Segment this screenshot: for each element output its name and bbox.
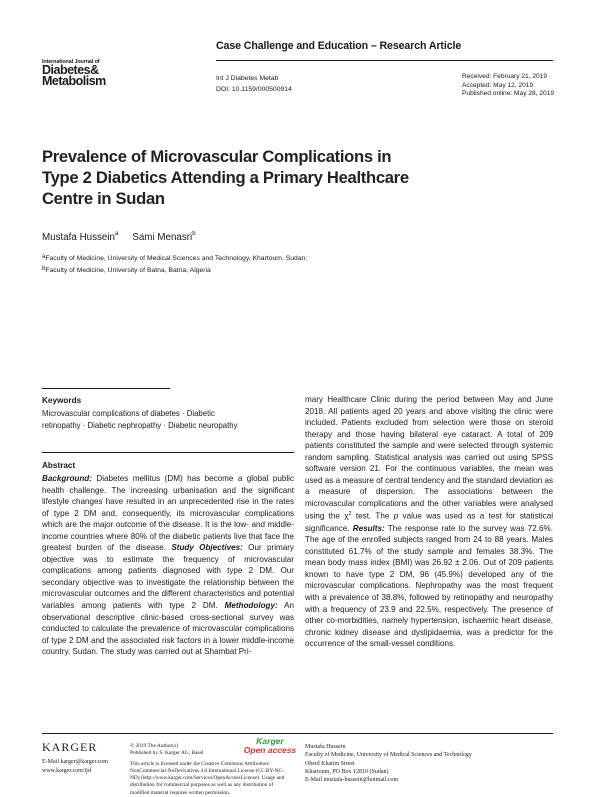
p-value-italic: p (393, 512, 399, 522)
header-rule (216, 60, 553, 61)
affiliations (42, 253, 307, 276)
correspondence-name: Mustafa Hussein (305, 744, 346, 750)
title-line: Prevalence of Microvascular Complications in (42, 147, 392, 166)
open-access-logo (240, 737, 300, 754)
journal-meta (216, 73, 292, 95)
methods-text: test. The (351, 512, 394, 522)
abstract-body-left (42, 473, 294, 658)
background-text: Diabetes mellitus (DM) has become a global public health challenge. The increasing urbanisation and the significant lifestyle changes have resulted in an unprecedented rise in the rates of type 2 DM and, consequently, its microvascular complications which are the major outcome of the disease. It is the low- and middle-income countries where 80% of the diabetic patients live that face the greatest burden of the disease. (42, 474, 294, 553)
abstract-heading: Abstract (42, 461, 76, 470)
author-list (42, 232, 196, 243)
objectives-label: Study Objectives: (171, 543, 243, 553)
results-text: The response rate to the survey was 72.6%. The age of the enrolled subjects ranged from 24 to 88 years. Males constituted 61.7% of the study sample and females 38.3%. The mean body mass index (BMI) was 26.92 ± 2.06. Out of 209 patients known to have type 2 DM, 96 (45.9%) developed any of the microvascular complications. Nephropathy was the most frequent with a prevalence of 38.8%, followed by retinopathy and neuropathy with a frequency of 23.9 and 22.5%, respectively. The presence of other co-morbidities, namely hypertension, ischaemic heart disease, chronic kidney disease and dyslipidaemia, was a predictor for the occurrence of the small-vessel conditions. (305, 523, 553, 649)
abstract-body-right (305, 394, 553, 650)
article-title (42, 146, 502, 209)
publisher-contact (42, 758, 108, 776)
correspondence-block (305, 743, 555, 784)
keywords-rule (42, 388, 170, 389)
keywords-line: retinopathy · Diabetic nephropathy · Diabetic neuropathy (42, 420, 238, 430)
journal-abbrev: Int J Diabetes Metab (216, 75, 279, 82)
abstract-rule (42, 452, 294, 453)
methods-continued-text: mary Healthcare Clinic during the period between May and June 2018. All patients aged 20 years and above visiting the clinic were included. Patients excluded from selection were those on steroid therapy and those having bilateral eye cataract. A total of 209 patients constituted the sample and were selected through systemic random sampling. Statistical analysis was carried out using SPSS software version 21. For the continuous variables, the mean was used as a measure of central tendency and the standard deviation as a measure of dispersion. The associations between the microvascular complications and the other variables were analysed using the χ (305, 395, 553, 522)
journal-logo (42, 60, 122, 87)
methods-text: value was used as a test for statistical significance. (305, 512, 554, 533)
objectives-text: Our primary objective was to estimate the frequency of microvascular complications among patients diagnosed with type 2 DM. Our secondary objective was to investigate the relationship between the microvascular outcomes and the different characteristics and potential variables among patients with type 2 DM. (42, 543, 294, 611)
results-label: Results: (352, 523, 385, 533)
published-by: Published by S. Karger AG, Basel (130, 750, 204, 757)
published-date: Published online: May 28, 2019 (462, 90, 555, 98)
title-line: Type 2 Diabetics Attending a Primary Healthcare (42, 168, 409, 187)
chi-square-sup: 2 (348, 511, 352, 518)
publisher-website[interactable]: www.karger.com/ijd (42, 768, 91, 774)
affiliation-b: bFaculty of Medicine, University of Batna, Batna, Algeria (42, 265, 211, 274)
doi-link[interactable]: DOI: 10.1159/000500914 (216, 86, 292, 93)
keywords-heading: Keywords (42, 396, 82, 405)
correspondence-faculty: Faculty of Medicine, University of Medical Sciences and Technology (305, 752, 472, 759)
article-dates (462, 73, 554, 99)
author-sup: a (114, 231, 119, 237)
author-name: Mustafa Hussein (42, 232, 115, 243)
methodology-text: An observational descriptive clinic-based cross-sectional survey was conducted to calculate the prevalence of microvascular complications of type 2 DM and the associated risk factors in a lower middle-income country, Sudan. The study was carried out at Shambat Pri- (42, 601, 294, 657)
keywords-line: Microvascular complications of diabetes · Diabetic (42, 409, 215, 418)
journal-logo-line2: Metabolism (42, 74, 106, 89)
author-sup: b (192, 231, 196, 237)
karger-logo: KARGER (42, 740, 98, 754)
correspondence-street: Obeid Khatim Street (305, 760, 355, 767)
copyright: © 2019 The Author(s) (130, 743, 178, 749)
correspondence-city: Khartoum, PO Box 12810 (Sudan) (305, 768, 389, 775)
title-line: Centre in Sudan (42, 189, 165, 208)
methodology-label: Methodology: (224, 601, 278, 611)
received-date: Received: February 21, 2019 (462, 73, 548, 80)
background-label: Background: (42, 474, 92, 483)
accepted-date: Accepted: May 12, 2019 (462, 81, 534, 89)
open-access-logo-top: Karger (256, 736, 284, 746)
journal-logo-small-text: International Journal of (42, 59, 100, 65)
footer-rule (42, 733, 553, 734)
keywords-list (42, 408, 292, 431)
license-text: This article is licensed under the Creative Commons Attribution-NonCommercial-NoDerivatives 4.0 International License (CC BY-NC-ND) (http://www.karger.com/Services/OpenAccessLicense). Usage and distribution for commercial purposes as well as any distribution of modified material requires written permission. (130, 760, 285, 796)
affiliation-a: aFaculty of Medicine, University of Medical Sciences and Technology, Khartoum, Sudan; (42, 254, 308, 262)
publisher-email[interactable]: E-Mail karger@karger.com (42, 759, 108, 765)
section-label: Case Challenge and Education – Research Article (216, 40, 462, 52)
correspondence-email[interactable]: E-Mail mustafa-hussein@hotmail.com (305, 777, 399, 784)
open-access-logo-bottom: Open access (243, 744, 297, 755)
author-name: Sami Menasri (132, 232, 193, 243)
journal-logo-line1: Diabetes& (42, 63, 99, 78)
